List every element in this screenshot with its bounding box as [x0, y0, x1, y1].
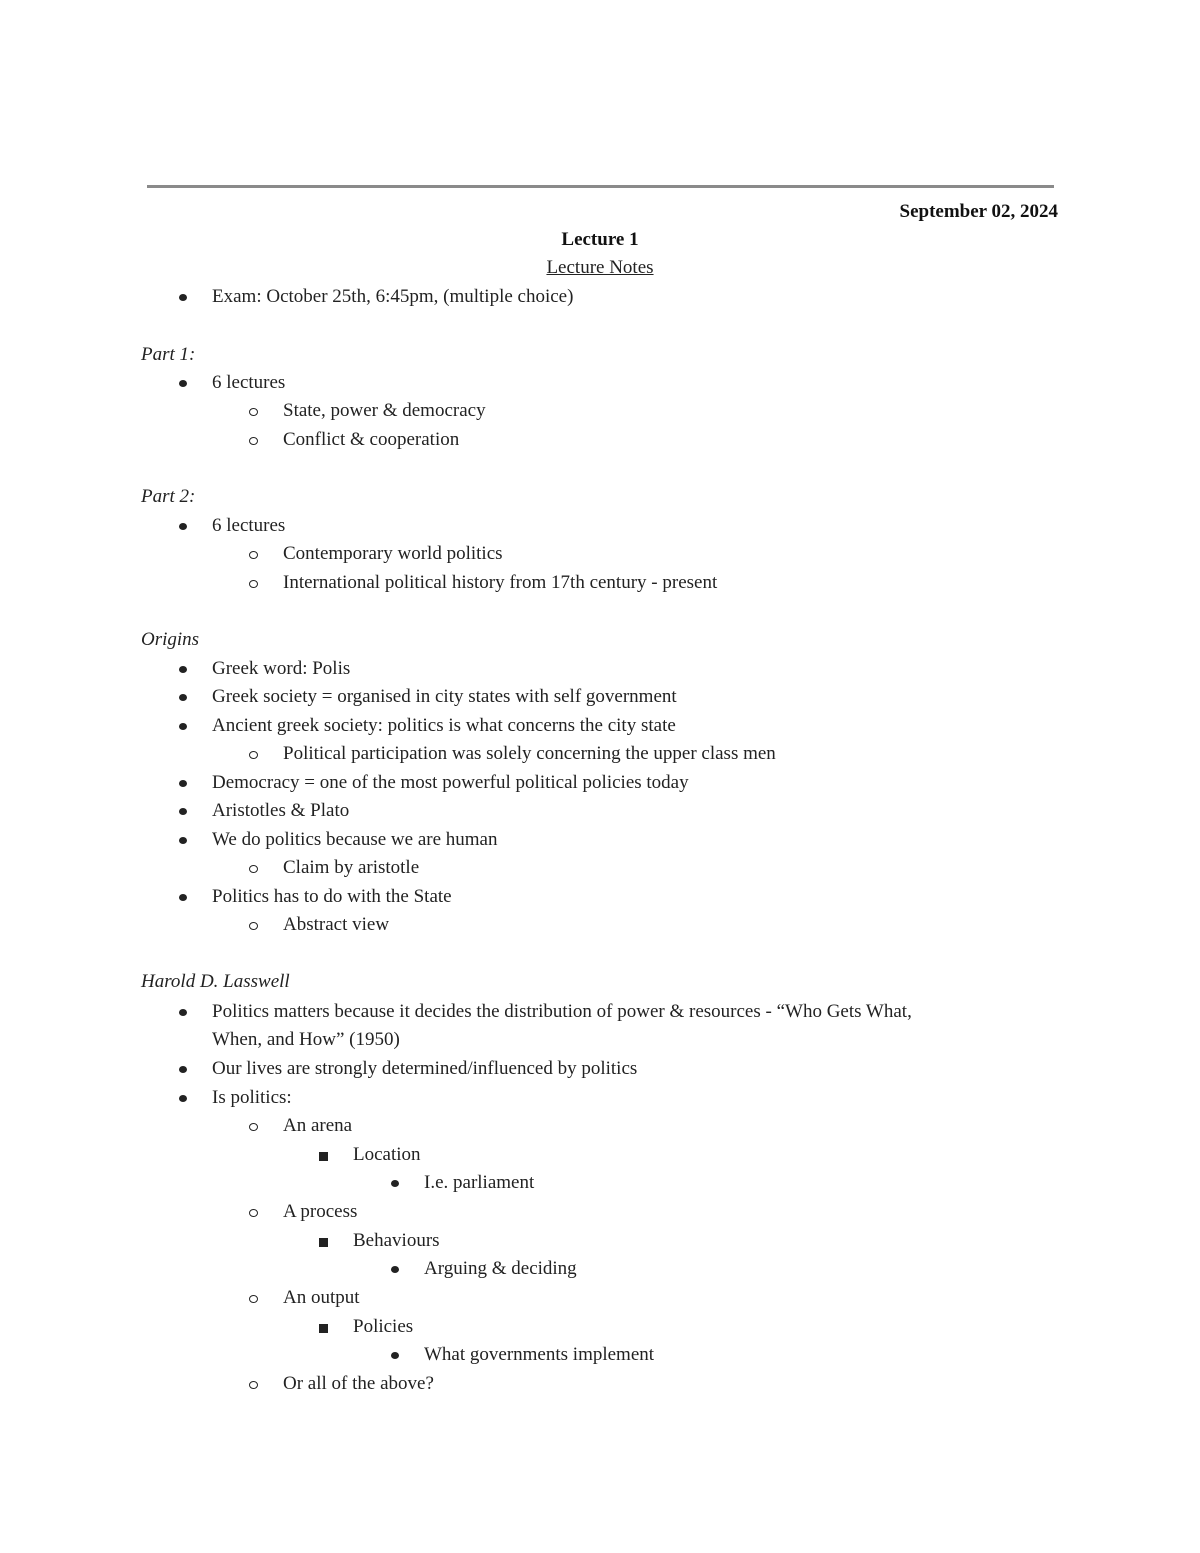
bullet-dot-icon — [391, 1352, 399, 1359]
bullet-dot-icon — [391, 1180, 399, 1187]
bullet-dot-icon — [179, 666, 187, 673]
list-item: Greek society = organised in city states with self government — [212, 686, 677, 707]
list-item: International political history from 17th century - present — [283, 572, 718, 593]
bullet-circle-icon — [249, 580, 258, 588]
bullet-dot-icon — [179, 294, 187, 301]
list-item: I.e. parliament — [424, 1172, 535, 1193]
bullet-dot-icon — [179, 723, 187, 730]
list-item: Behaviours — [353, 1230, 440, 1251]
horizontal-rule — [147, 185, 1054, 188]
list-item: Abstract view — [283, 914, 390, 935]
list-item: Democracy = one of the most powerful political policies today — [212, 772, 689, 793]
bullet-dot-icon — [179, 694, 187, 701]
list-item: Our lives are strongly determined/influenced by politics — [212, 1058, 638, 1079]
list-item: Or all of the above? — [283, 1373, 434, 1394]
bullet-circle-icon — [249, 437, 258, 445]
document-subtitle: Lecture Notes — [546, 257, 654, 278]
list-item: Greek word: Polis — [212, 658, 351, 679]
document-title: Lecture 1 — [561, 229, 639, 250]
part2-heading: Part 2: — [141, 486, 196, 507]
list-item: Aristotles & Plato — [212, 800, 350, 821]
list-item: 6 lectures — [212, 372, 286, 393]
bullet-dot-icon — [179, 523, 187, 530]
bullet-circle-icon — [249, 751, 258, 759]
bullet-circle-icon — [249, 1209, 258, 1217]
bullet-dot-icon — [179, 380, 187, 387]
bullet-circle-icon — [249, 865, 258, 873]
bullet-dot-icon — [179, 1095, 187, 1102]
list-item: Conflict & cooperation — [283, 429, 460, 450]
list-item: Contemporary world politics — [283, 543, 503, 564]
list-item: Ancient greek society: politics is what concerns the city state — [212, 715, 676, 736]
bullet-square-icon — [319, 1238, 328, 1247]
list-item: State, power & democracy — [283, 400, 486, 421]
list-item: We do politics because we are human — [212, 829, 498, 850]
list-item: Policies — [353, 1316, 414, 1337]
list-item: Politics has to do with the State — [212, 886, 452, 907]
list-item: Claim by aristotle — [283, 857, 420, 878]
bullet-dot-icon — [179, 894, 187, 901]
exam-note: Exam: October 25th, 6:45pm, (multiple choice) — [212, 286, 574, 307]
list-item: Arguing & deciding — [424, 1258, 577, 1279]
origins-heading: Origins — [141, 629, 200, 650]
bullet-dot-icon — [179, 1009, 187, 1016]
bullet-circle-icon — [249, 1381, 258, 1389]
list-item: A process — [283, 1201, 358, 1222]
bullet-square-icon — [319, 1152, 328, 1161]
list-item: Politics matters because it decides the distribution of power & resources - “Who Gets What, — [212, 1001, 912, 1022]
list-item: 6 lectures — [212, 515, 286, 536]
bullet-dot-icon — [391, 1266, 399, 1273]
bullet-dot-icon — [179, 808, 187, 815]
list-item-continuation: When, and How” (1950) — [212, 1029, 400, 1050]
list-item: Political participation was solely concerning the upper class men — [283, 743, 776, 764]
bullet-circle-icon — [249, 922, 258, 930]
list-item: Location — [353, 1144, 421, 1165]
lasswell-heading: Harold D. Lasswell — [141, 971, 290, 992]
bullet-dot-icon — [179, 837, 187, 844]
bullet-dot-icon — [179, 780, 187, 787]
list-item: Is politics: — [212, 1087, 292, 1108]
list-item: What governments implement — [424, 1344, 655, 1365]
lecture-date: September 02, 2024 — [899, 201, 1058, 222]
bullet-square-icon — [319, 1324, 328, 1333]
bullet-circle-icon — [249, 408, 258, 416]
list-item: An output — [283, 1287, 360, 1308]
bullet-circle-icon — [249, 1123, 258, 1131]
bullet-circle-icon — [249, 551, 258, 559]
list-item: An arena — [283, 1115, 353, 1136]
part1-heading: Part 1: — [141, 344, 196, 365]
bullet-circle-icon — [249, 1295, 258, 1303]
bullet-dot-icon — [179, 1066, 187, 1073]
